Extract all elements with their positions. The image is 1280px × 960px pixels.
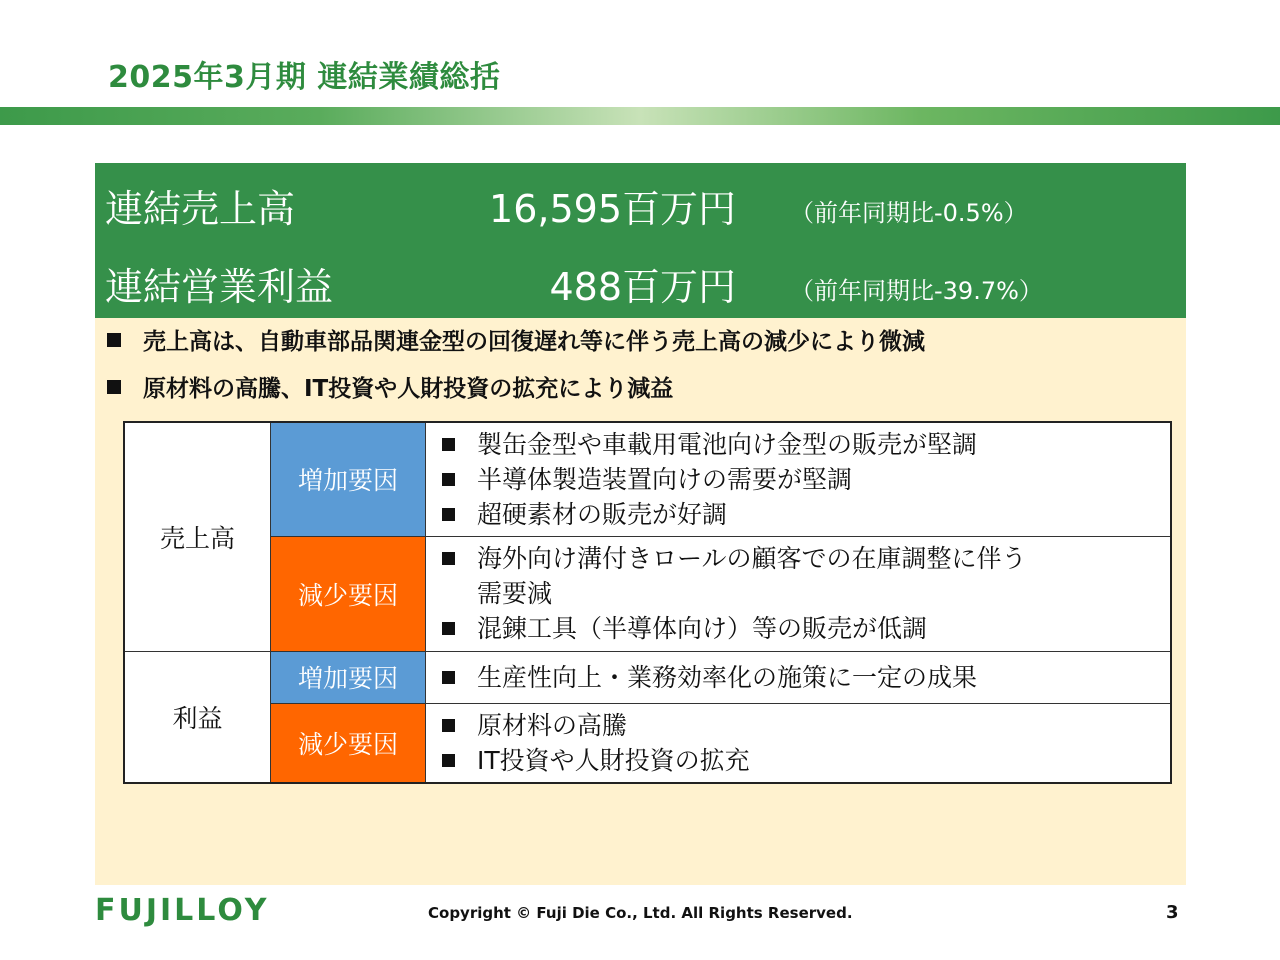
- kpi-label: 連結営業利益: [105, 265, 334, 309]
- kpi-label: 連結売上高: [105, 187, 296, 231]
- category-cell: 利益: [124, 651, 271, 783]
- list-item: 製缶金型や車載用電池向け金型の販売が堅調: [442, 427, 1170, 462]
- square-bullet-icon: [442, 552, 455, 565]
- factor-items-cell: [426, 703, 1172, 783]
- list-item: 混錬工具（半導体向け）等の販売が低調: [442, 611, 1170, 646]
- decrease-factor-cell: 減少要因: [271, 703, 426, 783]
- square-bullet-icon: [442, 473, 455, 486]
- category-cell: 売上高: [124, 422, 271, 651]
- list-item: 半導体製造装置向けの需要が堅調: [442, 462, 1170, 497]
- increase-factor-cell: 増加要因: [271, 422, 426, 536]
- summary-text: 売上高は、自動車部品関連金型の回復遅れ等に伴う売上高の減少により微減: [143, 329, 925, 355]
- kpi-row-operating-profit: [95, 257, 1186, 317]
- summary-text: 原材料の高騰、IT投資や人財投資の拡充により減益: [143, 376, 674, 402]
- factor-table: [123, 421, 1172, 784]
- page-number: 3: [1166, 902, 1179, 923]
- list-item: IT投資や人財投資の拡充: [442, 743, 1170, 778]
- title-divider-bar: [0, 107, 1280, 125]
- kpi-value: 16,595百万円: [489, 187, 736, 231]
- square-bullet-icon: [442, 671, 455, 684]
- square-bullet-icon: [442, 754, 455, 767]
- company-logo: FUJILLOY: [95, 893, 270, 928]
- decrease-factor-cell: 減少要因: [271, 536, 426, 651]
- kpi-change: （前年同期比-0.5%）: [790, 199, 1028, 227]
- list-item-continuation: 需要減: [477, 579, 553, 608]
- table-row: [124, 703, 1171, 783]
- copyright-text: Copyright © Fuji Die Co., Ltd. All Rights Reserved.: [428, 904, 853, 922]
- factor-items-cell: [426, 536, 1172, 651]
- square-bullet-icon: [442, 508, 455, 521]
- square-bullet-icon: [442, 719, 455, 732]
- kpi-change: （前年同期比-39.7%）: [790, 277, 1043, 305]
- factor-items-cell: [426, 651, 1172, 703]
- list-item: 海外向け溝付きロールの顧客での在庫調整に伴う: [442, 541, 1170, 576]
- square-bullet-icon: [442, 438, 455, 451]
- list-item: 生産性向上・業務効率化の施策に一定の成果: [442, 660, 1170, 695]
- kpi-panel: [95, 163, 1186, 318]
- table-row: [124, 422, 1171, 536]
- square-bullet-icon: [442, 622, 455, 635]
- table-row: [124, 536, 1171, 651]
- square-bullet-icon: [107, 380, 121, 394]
- table-row: [124, 651, 1171, 703]
- factor-items-cell: [426, 422, 1172, 536]
- increase-factor-cell: 増加要因: [271, 651, 426, 703]
- slide-title: 2025年3月期 連結業績総括: [108, 60, 501, 95]
- square-bullet-icon: [107, 333, 121, 347]
- list-item: 超硬素材の販売が好調: [442, 497, 1170, 532]
- list-item: 原材料の高騰: [442, 708, 1170, 743]
- summary-item: [107, 370, 673, 403]
- kpi-row-sales: [95, 179, 1186, 239]
- summary-item: [107, 323, 925, 356]
- kpi-value: 488百万円: [549, 265, 736, 309]
